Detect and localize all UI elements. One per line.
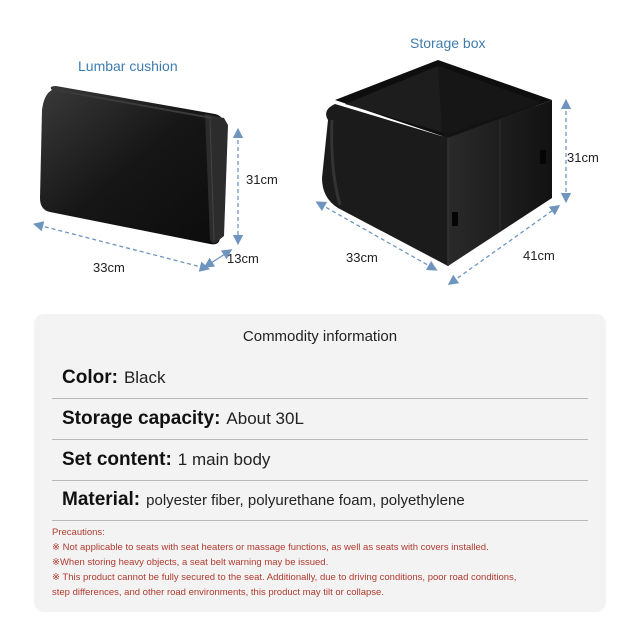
storage-width-label: 33cm: [346, 250, 378, 265]
info-value: 1 main body: [177, 450, 271, 469]
storage-box-caption: Storage box: [410, 35, 486, 51]
info-key: Set content:: [62, 449, 172, 470]
panel-title: Commodity information: [242, 328, 398, 345]
info-row-material: [52, 480, 588, 521]
precautions-title: Precautions:: [52, 527, 105, 538]
precaution-line: ※When storing heavy objects, a seat belt warning may be issued.: [52, 557, 329, 568]
precaution-line: ※ This product cannot be fully secured to the seat. Additionally, due to driving conditions, poor road conditions,: [52, 572, 517, 583]
info-value: polyester fiber, polyurethane foam, polyethylene: [146, 491, 465, 509]
lumbar-cushion-caption: Lumbar cushion: [78, 58, 178, 74]
info-key: Storage capacity:: [62, 408, 221, 429]
info-row-capacity: [52, 399, 588, 440]
info-row-set-content: [52, 440, 588, 481]
lumbar-cushion-image: [40, 86, 228, 244]
info-key: Material:: [62, 489, 141, 510]
lumbar-height-label: 31cm: [246, 172, 278, 187]
precaution-line: ※ Not applicable to seats with seat heaters or massage functions, as well as seats with covers installed.: [52, 542, 489, 553]
storage-height-label: 31cm: [567, 150, 599, 165]
info-row-color: [52, 358, 588, 399]
storage-length-label: 41cm: [523, 248, 555, 263]
precaution-line: step differences, and other road environments, this product may tilt or collapse.: [52, 587, 384, 598]
info-value: About 30L: [226, 409, 304, 428]
lumbar-depth-label: 13cm: [227, 251, 259, 266]
info-key: Color:: [62, 367, 118, 388]
info-value: Black: [123, 368, 166, 387]
lumbar-width-label: 33cm: [93, 260, 125, 275]
commodity-info-panel: [34, 314, 606, 612]
